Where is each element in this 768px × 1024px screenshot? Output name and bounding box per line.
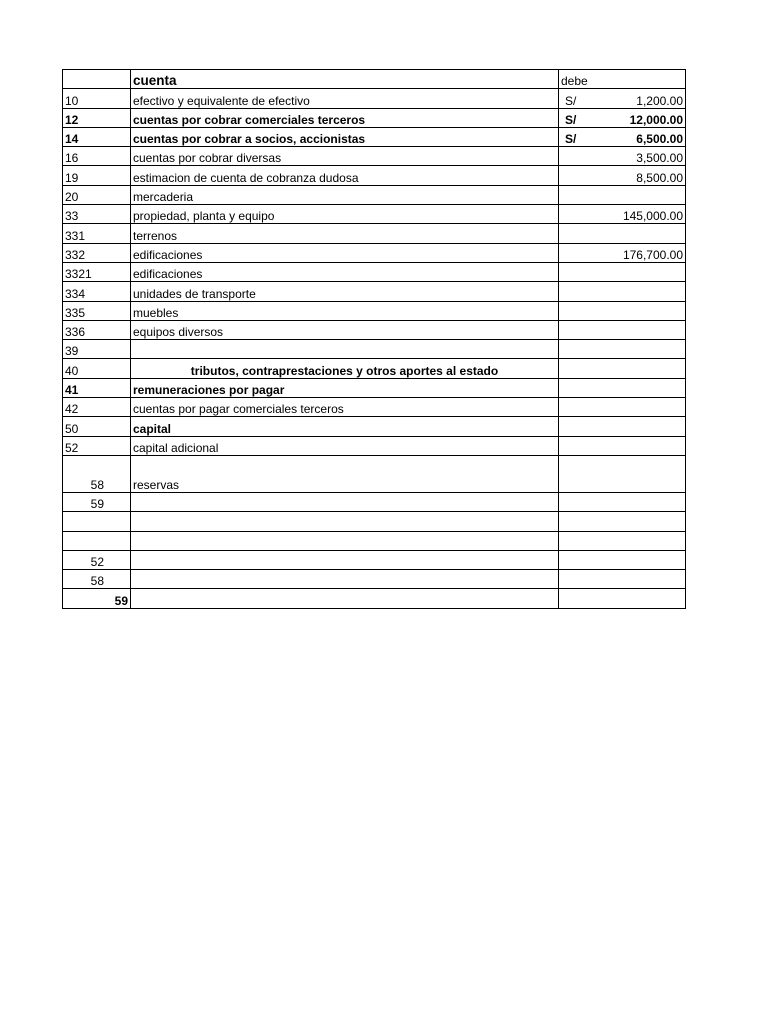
account-code-cell[interactable]: 52 <box>63 550 131 569</box>
table-row <box>63 147 686 166</box>
table-row <box>63 282 686 301</box>
currency-symbol <box>561 248 565 262</box>
table-row <box>63 108 686 127</box>
debe-amount-cell[interactable] <box>559 224 686 243</box>
account-name-cell[interactable]: cuentas por pagar comerciales terceros <box>131 398 559 417</box>
account-name-cell[interactable]: edificaciones <box>131 243 559 262</box>
account-name-cell[interactable] <box>131 492 559 511</box>
table-row <box>63 243 686 262</box>
debe-amount-cell[interactable] <box>559 398 686 417</box>
account-name-cell[interactable] <box>131 589 559 608</box>
account-name-cell[interactable]: estimacion de cuenta de cobranza dudosa <box>131 166 559 185</box>
account-code-cell[interactable]: 334 <box>63 282 131 301</box>
debe-amount-cell[interactable] <box>559 320 686 339</box>
debe-amount-cell[interactable] <box>559 301 686 320</box>
table-row <box>63 359 686 378</box>
account-code-cell[interactable]: 33 <box>63 205 131 224</box>
account-name-cell[interactable]: propiedad, planta y equipo <box>131 205 559 224</box>
debe-amount-cell[interactable] <box>559 127 686 146</box>
account-code-cell[interactable]: 331 <box>63 224 131 243</box>
account-name-cell[interactable]: efectivo y equivalente de efectivo <box>131 89 559 108</box>
account-code-cell[interactable]: 14 <box>63 127 131 146</box>
table-row <box>63 262 686 281</box>
account-name-cell[interactable]: cuentas por cobrar a socios, accionistas <box>131 127 559 146</box>
table-row <box>63 127 686 146</box>
table-row <box>63 205 686 224</box>
debe-amount-cell[interactable] <box>559 492 686 511</box>
amount-value: 12,000.00 <box>629 112 683 127</box>
account-name-cell[interactable] <box>131 531 559 550</box>
amount-wrapper <box>561 132 683 146</box>
debe-amount-cell[interactable] <box>559 205 686 224</box>
account-name-cell[interactable]: capital adicional <box>131 436 559 455</box>
debe-amount-cell[interactable] <box>559 243 686 262</box>
table-row <box>63 378 686 397</box>
amount-wrapper <box>561 151 683 165</box>
debe-amount-cell[interactable] <box>559 531 686 550</box>
table-row <box>63 166 686 185</box>
account-name-cell[interactable]: capital <box>131 417 559 436</box>
account-code-cell[interactable]: 58 <box>63 455 131 492</box>
table-row <box>63 89 686 108</box>
amount-value: 176,700.00 <box>622 247 683 262</box>
currency-symbol: S/ <box>565 93 577 108</box>
amount-wrapper <box>561 171 683 185</box>
account-code-cell[interactable] <box>63 512 131 531</box>
account-code-cell[interactable]: 59 <box>63 589 131 608</box>
debe-amount-cell[interactable] <box>559 455 686 492</box>
debe-amount-cell[interactable] <box>559 589 686 608</box>
account-code-cell[interactable]: 59 <box>63 492 131 511</box>
accounts-table <box>62 69 686 609</box>
account-name-cell[interactable]: equipos diversos <box>131 320 559 339</box>
table-row <box>63 492 686 511</box>
table-row <box>63 398 686 417</box>
account-code-cell[interactable]: 58 <box>63 570 131 589</box>
amount-value: 145,000.00 <box>622 209 683 224</box>
currency-symbol <box>561 171 565 185</box>
amount-value: 8,500.00 <box>636 170 683 185</box>
amount-wrapper <box>561 94 683 108</box>
account-name-cell[interactable]: cuentas por cobrar comerciales terceros <box>131 108 559 127</box>
table-row <box>63 301 686 320</box>
account-code-cell[interactable]: 50 <box>63 417 131 436</box>
table-row <box>63 550 686 569</box>
debe-amount-cell[interactable] <box>559 147 686 166</box>
currency-symbol: S/ <box>565 112 577 127</box>
debe-amount-cell[interactable] <box>559 166 686 185</box>
account-name-cell[interactable]: remuneraciones por pagar <box>131 378 559 397</box>
table-row <box>63 512 686 531</box>
debe-amount-cell[interactable] <box>559 436 686 455</box>
debe-amount-cell[interactable] <box>559 417 686 436</box>
account-code-cell[interactable]: 336 <box>63 320 131 339</box>
currency-symbol <box>561 151 565 165</box>
table-row <box>63 185 686 204</box>
debe-amount-cell[interactable] <box>559 262 686 281</box>
account-code-cell[interactable]: 10 <box>63 89 131 108</box>
debe-amount-cell[interactable] <box>559 282 686 301</box>
amount-value: 6,500.00 <box>636 132 683 147</box>
table-row <box>63 589 686 608</box>
account-name-cell[interactable]: cuentas por cobrar diversas <box>131 147 559 166</box>
account-code-cell[interactable]: 41 <box>63 378 131 397</box>
debe-amount-cell[interactable] <box>559 340 686 359</box>
debe-amount-cell[interactable] <box>559 89 686 108</box>
account-name-cell[interactable]: muebles <box>131 301 559 320</box>
table-row <box>63 320 686 339</box>
account-name-cell[interactable] <box>131 550 559 569</box>
amount-wrapper <box>561 209 683 223</box>
amount-wrapper <box>561 113 683 127</box>
account-name-cell[interactable]: reservas <box>131 455 559 492</box>
account-name-cell[interactable] <box>131 512 559 531</box>
account-code-cell[interactable]: 16 <box>63 147 131 166</box>
account-name-cell[interactable] <box>131 570 559 589</box>
table-row <box>63 340 686 359</box>
account-code-cell[interactable]: 42 <box>63 398 131 417</box>
account-code-cell[interactable]: 335 <box>63 301 131 320</box>
account-name-cell[interactable]: tributos, contraprestaciones y otros aportes al estado <box>131 359 559 378</box>
account-name-cell[interactable]: mercaderia <box>131 185 559 204</box>
account-code-cell[interactable] <box>63 531 131 550</box>
debe-amount-cell[interactable] <box>559 570 686 589</box>
account-code-cell[interactable]: 3321 <box>63 262 131 281</box>
debe-amount-cell[interactable] <box>559 359 686 378</box>
debe-amount-cell[interactable] <box>559 550 686 569</box>
account-code-cell[interactable]: 40 <box>63 359 131 378</box>
account-code-cell[interactable]: 52 <box>63 436 131 455</box>
debe-amount-cell[interactable] <box>559 512 686 531</box>
amount-value: 3,500.00 <box>636 151 683 166</box>
table-row <box>63 531 686 550</box>
account-code-cell[interactable]: 19 <box>63 166 131 185</box>
table-header-row <box>63 70 686 89</box>
account-name-cell[interactable]: edificaciones <box>131 262 559 281</box>
account-code-cell[interactable]: 12 <box>63 108 131 127</box>
account-name-cell[interactable]: unidades de transporte <box>131 282 559 301</box>
table-row <box>63 224 686 243</box>
debe-amount-cell[interactable] <box>559 185 686 204</box>
account-code-cell[interactable]: 20 <box>63 185 131 204</box>
account-code-cell[interactable]: 332 <box>63 243 131 262</box>
header-debe-cell[interactable]: debe <box>559 70 686 89</box>
table-row <box>63 570 686 589</box>
table-row <box>63 455 686 492</box>
account-code-cell[interactable]: 39 <box>63 340 131 359</box>
amount-value: 1,200.00 <box>636 93 683 108</box>
table-row <box>63 436 686 455</box>
account-name-cell[interactable]: terrenos <box>131 224 559 243</box>
amount-wrapper <box>561 248 683 262</box>
currency-symbol <box>561 209 565 223</box>
header-cuenta-cell[interactable]: cuenta <box>131 70 559 89</box>
debe-amount-cell[interactable] <box>559 378 686 397</box>
account-name-cell[interactable] <box>131 340 559 359</box>
header-code-cell[interactable] <box>63 70 131 89</box>
debe-amount-cell[interactable] <box>559 108 686 127</box>
accounts-table-body <box>63 70 686 609</box>
currency-symbol: S/ <box>565 132 577 147</box>
table-row <box>63 417 686 436</box>
